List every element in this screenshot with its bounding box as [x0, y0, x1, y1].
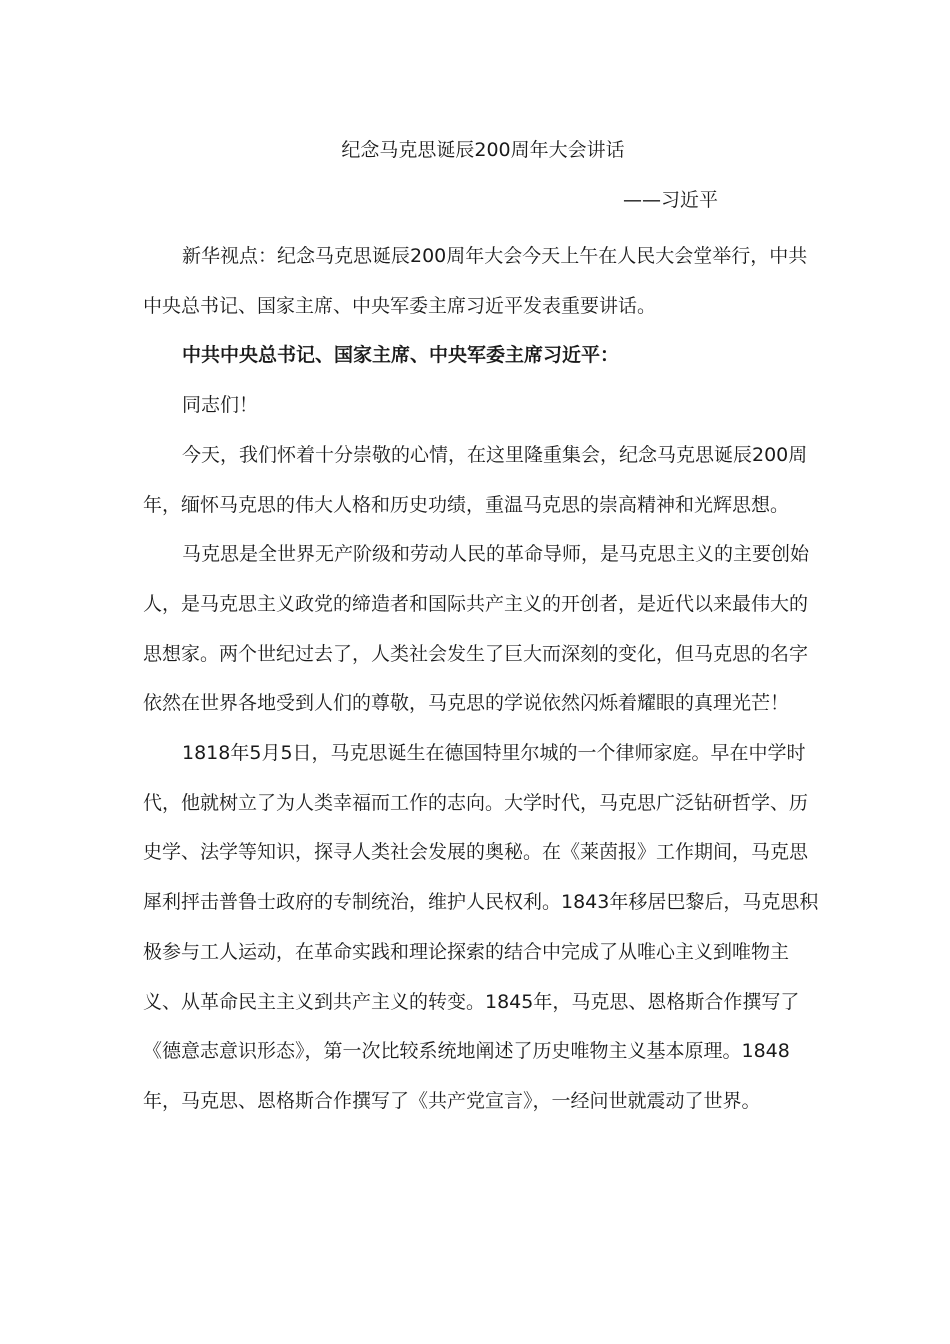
paragraph-greeting: 同志们！: [182, 394, 259, 417]
document-author: ——习近平: [623, 189, 719, 211]
paragraph-speaker: 中共中央总书记、国家主席、中央军委主席习近平：: [182, 344, 620, 367]
document-title: 纪念马克思诞辰200周年大会讲话: [341, 139, 625, 161]
paragraph-intro: 新华视点：纪念马克思诞辰200周年大会今天上午在人民大会堂举行，中共中央总书记、国家主席、中央军委主席习近平发表重要讲话。: [143, 245, 808, 317]
document-body: [143, 232, 823, 1127]
paragraph-marx-mentor: 马克思是全世界无产阶级和劳动人民的革命导师，是马克思主义的主要创始人，是马克思主义政党的缔造者和国际共产主义的开创者，是近代以来最伟大的思想家。两个世纪过去了，人类社会发生了巨大而深刻的变化，但马克思的名字依然在世界各地受到人们的尊敬，马克思的学说依然闪烁着耀眼的真理光芒！: [143, 543, 810, 715]
document-page: [143, 133, 823, 1112]
paragraph-opening: 今天，我们怀着十分崇敬的心情，在这里隆重集会，纪念马克思诞辰200周年，缅怀马克思的伟大人格和历史功绩，重温马克思的崇高精神和光辉思想。: [143, 443, 808, 516]
paragraph-marx-biography: 1818年5月5日，马克思诞生在德国特里尔城的一个律师家庭。早在中学时代，他就树立了为人类幸福而工作的志向。大学时代，马克思广泛钻研哲学、历史学、法学等知识，探寻人类社会发展的奥秘。在《莱茵报》工作期间，马克思犀利抨击普鲁士政府的专制统治，维护人民权利。1843年移居巴黎后，马克思积极参与工人运动，在革命实践和理论探索的结合中完成了从唯心主义到唯物主义、从革命民主主义到共产主义的转变。1845年，马克思、恩格斯合作撰写了《德意志意识形态》，第一次比较系统地阐述了历史唯物主义基本原理。1848年，马克思、恩格斯合作撰写了《共产党宣言》，一经问世就震动了世界。: [143, 742, 819, 1112]
